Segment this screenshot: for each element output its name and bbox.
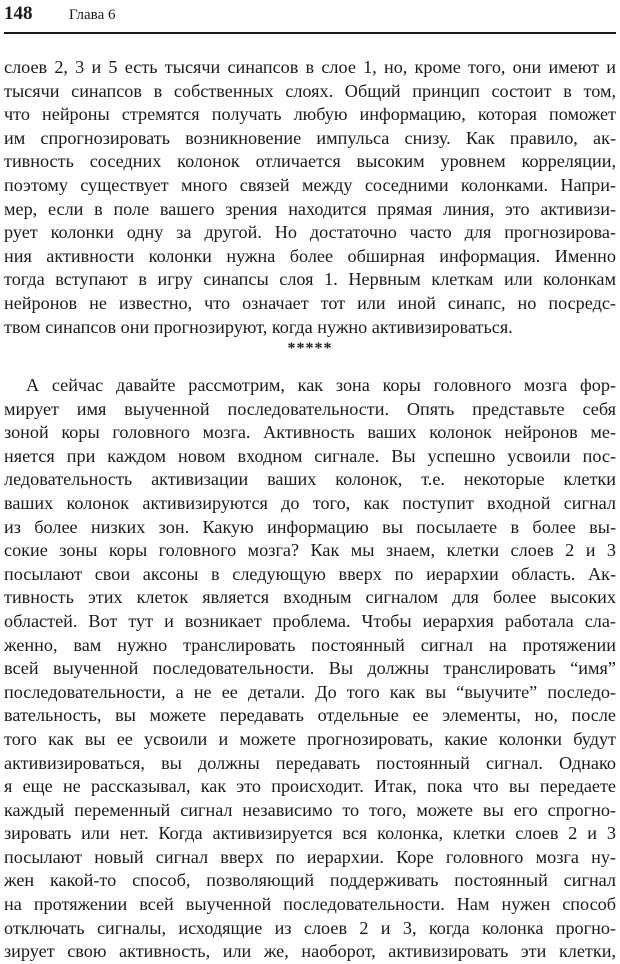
text-line: мер, если в поле вашего зрения находится прямая линия, это активизи- (4, 198, 616, 219)
text-line: им спрогнозировать возникновение импульса снизу. Как правило, ак- (4, 127, 616, 148)
text-line: жен какой-то способ, позволяющий поддерживать постоянный сигнал (4, 870, 616, 891)
text-line: тивность соседних колонок отличается высоким уровнем корреляции, (4, 151, 616, 172)
text-line: посылают новый сигнал вверх по иерархии. Коре головного мозга ну- (4, 846, 616, 867)
text-line: зоной коры головного мозга. Активность ваших колонок нейронов ме- (4, 422, 616, 443)
page-number: 148 (4, 3, 33, 24)
text-line: женно, вам нужно транслировать постоянный сигнал на протяжении (4, 634, 616, 655)
paragraph-1 (4, 56, 616, 339)
text-line: что нейроны стремятся получать любую информацию, которая поможет (4, 104, 616, 125)
text-line: тивность этих клеток является входным сигналом для более высоких (4, 587, 616, 608)
text-line: тысячи синапсов в собственных слоях. Общий принцип состоит в том, (4, 80, 616, 101)
text-line: ваших колонок активизируются до того, как поступит входной сигнал (4, 492, 616, 513)
text-line: последовательности, а не ее детали. До того как вы “выучите” последо- (4, 681, 616, 702)
text-line: каждый переменный сигнал независимо то того, можете вы его спрогно- (4, 799, 616, 820)
text-line: из более низких зон. Какую информацию вы посылаете в более вы- (4, 516, 616, 537)
text-line: слоев 2, 3 и 5 есть тысячи синапсов в слое 1, но, кроме того, они имеют и (4, 57, 616, 77)
section-separator: ***** (287, 340, 333, 357)
text-line: ния активности колонки нужна более обширная информация. Именно (4, 245, 616, 266)
text-line: активизироваться, вы должны передавать постоянный сигнал. Однако (4, 752, 616, 773)
text-line: на протяжении всей выученной последовательности. Нам нужен способ (4, 894, 616, 915)
text-line: тогда вступают в игру синапсы слоя 1. Нервным клеткам или колонкам (4, 269, 616, 290)
text-line: А сейчас давайте рассмотрим, как зона коры головного мозга фор- (26, 375, 616, 395)
text-line: всей выученной последовательности. Вы должны транслировать “имя” (4, 658, 616, 679)
text-line: твом синапсов они прогнозируют, когда нужно активизироваться. (4, 316, 513, 337)
text-line: поэтому существует много связей между соседними колонками. Напри- (4, 174, 616, 195)
page-header (4, 2, 616, 34)
text-line: ледовательность активизации ваших колонок, т.е. некоторые клетки (4, 469, 616, 490)
text-line: зирует свою активность, или же, наоборот, активизировать эти клетки, (4, 941, 616, 962)
text-line: мирует имя выученной последовательности. Опять представьте себя (4, 398, 616, 419)
text-line: я еще не рассказывал, как это происходит. Итак, пока что вы передаете (4, 776, 616, 797)
text-line: рует колонки одну за другой. Но достаточно часто для прогнозирова- (4, 222, 616, 243)
text-line: того как вы ее усвоили и можете прогнозировать, какие колонки будут (4, 728, 616, 749)
paragraph-2 (4, 374, 616, 964)
text-line: областей. Вот тут и возникает проблема. Чтобы иерархия работала сла- (4, 610, 616, 631)
text-line: вательность, вы можете передавать отдельные ее элементы, но, после (4, 705, 616, 726)
text-line: отключать сигналы, исходящие из слоев 2 и 3, когда колонка прогно- (4, 917, 616, 938)
text-line: сокие зоны коры головного мозга? Как мы знаем, клетки слоев 2 и 3 (4, 540, 616, 561)
chapter-running-head: Глава 6 (69, 7, 116, 23)
text-line: няется при каждом новом входном сигнале. Вы успешно усвоили пос- (4, 445, 616, 466)
text-line: посылают свои аксоны в следующую вверх по иерархии область. Ак- (4, 563, 616, 584)
text-line: нейронов не известно, что означает тот или иной синапс, но посредс- (4, 292, 616, 313)
text-line: зировать или нет. Когда активизируется вся колонка, клетки слоев 2 и 3 (4, 823, 616, 844)
